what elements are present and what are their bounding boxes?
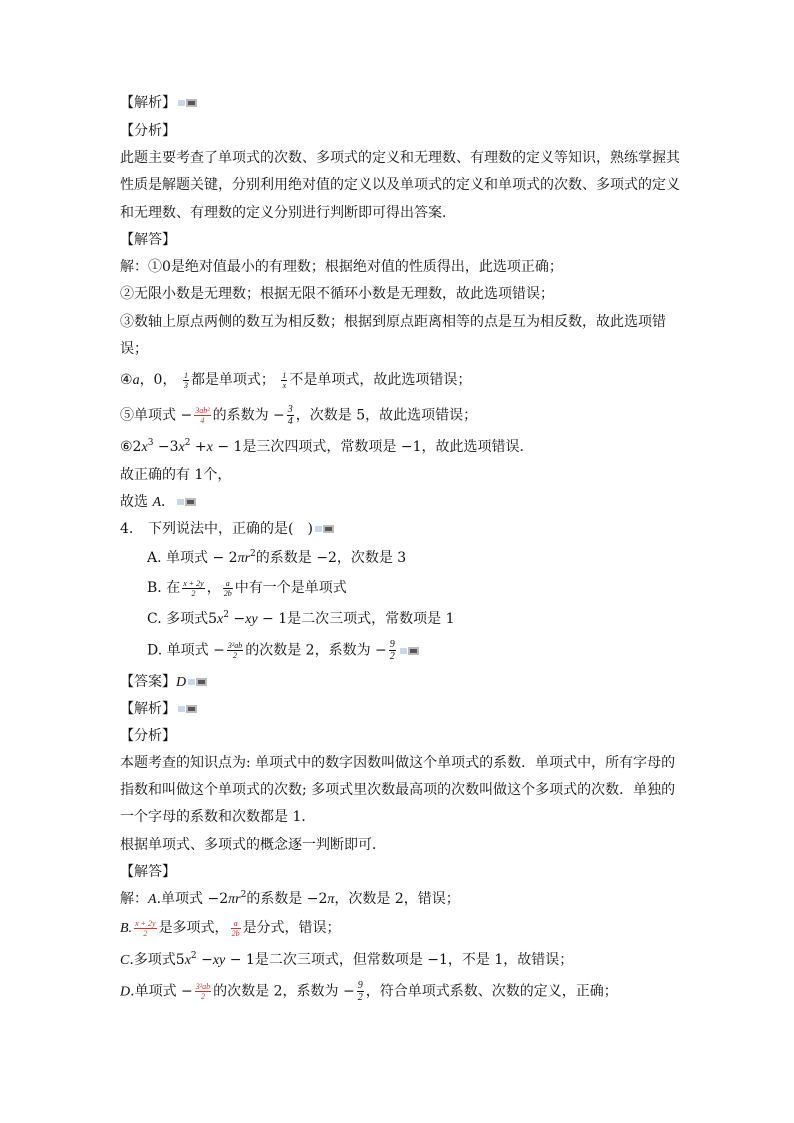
image-placeholder-icon — [188, 677, 208, 687]
section-heading-fenxi: 【分析】 — [120, 123, 176, 139]
section-heading-fenxi: 【分析】 — [120, 728, 176, 744]
analysis-line: 此题主要考查了单项式的次数、多项式的定义和无理数、有理数的定义等知识，熟练掌握其 — [120, 150, 680, 166]
solution-line: ③数轴上原点两侧的数互为相反数；根据到原点距离相等的点是互为相反数，故此选项错 — [120, 314, 666, 330]
image-placeholder-icon — [178, 98, 198, 108]
option-b: B. 在 $\frac{x + 2y}{2}$ ， $\frac{a}{2b}$ 中有一个是单项式 — [147, 578, 347, 598]
section-heading-jiexi: 【解析】 — [120, 93, 198, 113]
analysis-line: 一个字母的系数和次数都是 1． — [120, 809, 316, 825]
section-heading-jiexi: 【解析】 — [120, 699, 198, 719]
solution-line: ④a，0， $\frac{1}{3}$ 都是单项式； $\frac{1}{x}$ 不是单项式，故此选项错误； — [120, 370, 472, 390]
analysis-line: 性质是解题关键，分别利用绝对值的定义以及单项式的定义和单项式的次数、多项式的定义 — [120, 177, 680, 193]
solution-line: 解：A.单项式 $-2\pi r^2$的系数是 −2π，次数是 2，错误； — [120, 890, 460, 907]
section-heading-jieda: 【解答】 — [120, 864, 176, 880]
solution-line: D.单项式 − $\frac{\text{3²ab}}{2}$ 的次数是 2，系数为 − $\frac{9}{2}$ ，符合单项式系数、次数的定义，正确； — [120, 980, 618, 1003]
solution-line: 故正确的有 1个， — [120, 467, 232, 483]
analysis-line: 根据单项式、多项式的概念逐一判断即可． — [120, 837, 386, 853]
option-d: D. 单项式 − $\frac{\text{3²ab}}{2}$ 的次数是 2，系数为 − $\frac{9}{2}$ — [147, 639, 420, 662]
option-a: A. 单项式 − $2\pi r^2$的系数是 −2，次数是 3 — [147, 549, 407, 566]
solution-line: ②无限小数是无理数；根据无限不循环小数是无理数，故此选项错误； — [120, 286, 554, 302]
analysis-line: 本题考查的知识点为: 单项式中的数字因数叫做这个单项式的系数．单项式中，所有字母的 — [120, 755, 676, 771]
image-placeholder-icon — [178, 704, 198, 714]
option-c: C. 多项式$5x^2 -xy - 1$是二次三项式，常数项是 1 — [147, 610, 455, 627]
solution-line: 误； — [120, 341, 148, 357]
question-stem: 4. 下列说法中，正确的是( ) — [120, 519, 335, 539]
answer-line: 【答案】D — [120, 672, 208, 693]
analysis-line: 和无理数、有理数的定义分别进行判断即可得出答案． — [120, 205, 456, 221]
solution-choice: 故选 A． — [120, 492, 197, 513]
image-placeholder-icon — [177, 497, 197, 507]
solution-line: ⑤单项式 − $\frac{\text{3ab²}}{4}$ 的系数为 − $\frac{3}{4}$ ，次数是 5，故此选项错误； — [120, 404, 478, 427]
image-placeholder-icon — [400, 646, 420, 656]
analysis-line: 指数和叫做这个单项式的次数; 多项式里次数最高项的次数叫做这个多项式的次数．单独的 — [120, 782, 676, 798]
image-placeholder-icon — [315, 524, 335, 534]
section-heading-jieda: 【解答】 — [120, 232, 176, 248]
solution-line: 解：①0是绝对值最小的有理数；根据绝对值的性质得出，此选项正确； — [120, 259, 563, 275]
solution-line: B. $\frac{x + 2y}{2}$ 是多项式， $\frac{a}{2b}$ 是分式，错误； — [120, 918, 341, 938]
solution-line: $⑥2x^3 -3x^2 +x - 1$是三次四项式，常数项是 −1，故此选项错误． — [120, 438, 534, 455]
solution-line: C.多项式$5x^2 -xy - 1$是二次三项式，但常数项是 −1，不是 1，故错误； — [120, 951, 574, 968]
